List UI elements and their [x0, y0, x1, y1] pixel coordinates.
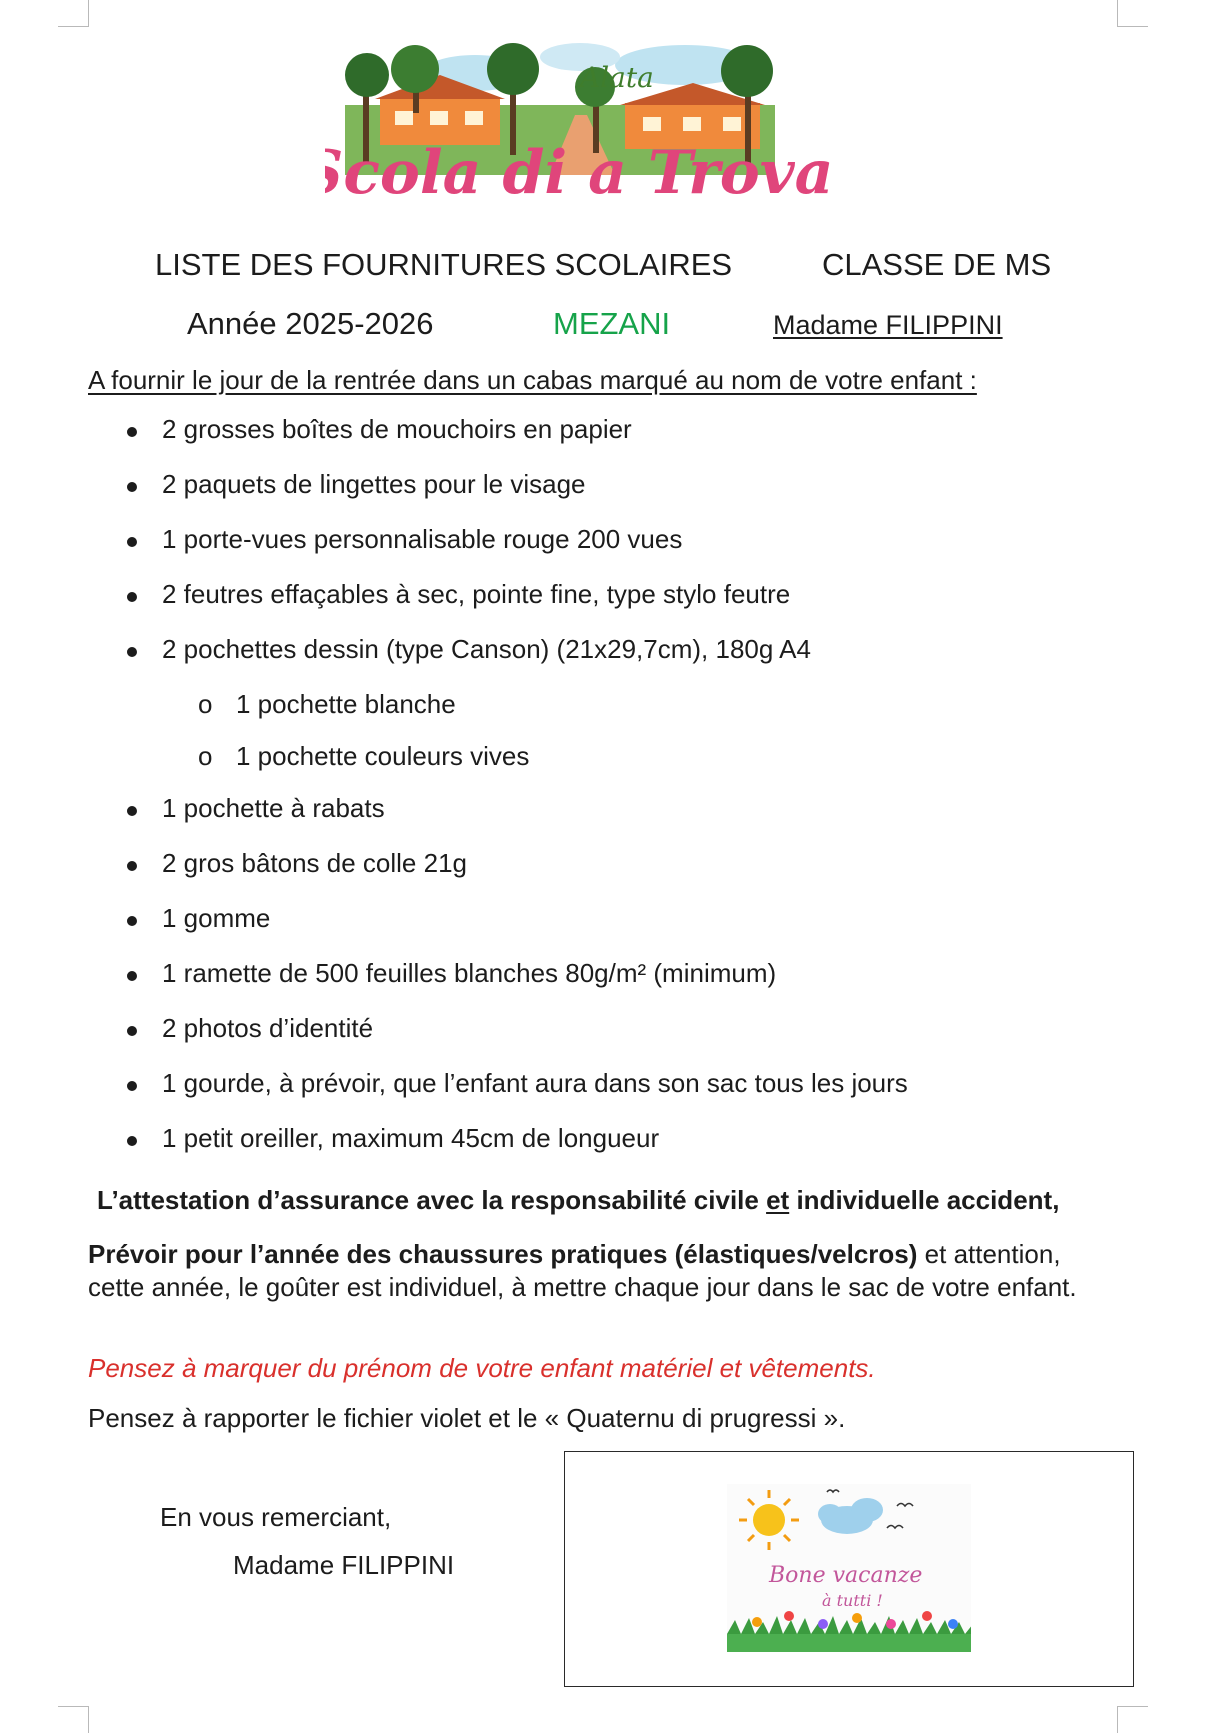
document-title: LISTE DES FOURNITURES SCOLAIRES: [155, 247, 733, 282]
svg-text:à tutti !: à tutti !: [822, 1591, 883, 1610]
sub-bullet-icon: o: [198, 741, 213, 771]
holiday-card-image: [727, 1484, 971, 1652]
bullet-icon: [127, 537, 137, 547]
bullet-icon: [127, 647, 137, 657]
bullet-icon: [127, 916, 137, 926]
bullet-icon: [127, 592, 137, 602]
page-corner-mark: [1117, 1706, 1148, 1733]
school-logo: [325, 35, 880, 210]
intro-instruction: A fournir le jour de la rentrée dans un cabas marqué au nom de votre enfant :: [88, 365, 977, 395]
bullet-icon: [127, 1026, 137, 1036]
label-belongings-note: Pensez à marquer du prénom de votre enfant matériel et vêtements.: [88, 1353, 876, 1383]
shoes-snack-note: Prévoir pour l’année des chaussures pratiques (élastiques/velcros) et attention, cette année, le goûter est individuel, à mettre chaque jour dans le sac de votre enfant.: [88, 1239, 1077, 1302]
sun-icon: [739, 1490, 799, 1550]
sub-bullet-icon: o: [198, 689, 213, 719]
holiday-card-frame: [564, 1451, 1134, 1687]
signature: Madame FILIPPINI: [233, 1550, 455, 1580]
teacher-name: Madame FILIPPINI: [773, 310, 1003, 340]
closing-thanks: En vous remerciant,: [160, 1502, 392, 1532]
page-corner-mark: [58, 0, 89, 27]
bullet-icon: [127, 806, 137, 816]
school-year: Année 2025-2026: [187, 306, 434, 341]
bullet-icon: [127, 1136, 137, 1146]
bullet-icon: [127, 971, 137, 981]
svg-text:Bone vacanze: Bone vacanze: [769, 1563, 923, 1588]
bullet-icon: [127, 482, 137, 492]
bullet-icon: [127, 1081, 137, 1091]
class-label: CLASSE DE MS: [822, 247, 1052, 282]
bullet-icon: [127, 861, 137, 871]
grass-flowers-icon: [727, 1611, 971, 1652]
return-folder-note: Pensez à rapporter le fichier violet et le « Quaternu di prugressi ».: [88, 1403, 846, 1433]
site-name: MEZANI: [553, 306, 671, 341]
insurance-note: L’attestation d’assurance avec la responsabilité civile et individuelle accident,: [97, 1185, 1060, 1215]
svg-text:Alata: Alata: [580, 61, 654, 94]
page-corner-mark: [1117, 0, 1148, 27]
cloud-icon: [818, 1498, 883, 1534]
page-corner-mark: [58, 1706, 89, 1733]
svg-text:Scola di a Trova: Scola di a Trova: [325, 138, 834, 208]
bullet-icon: [127, 427, 137, 437]
